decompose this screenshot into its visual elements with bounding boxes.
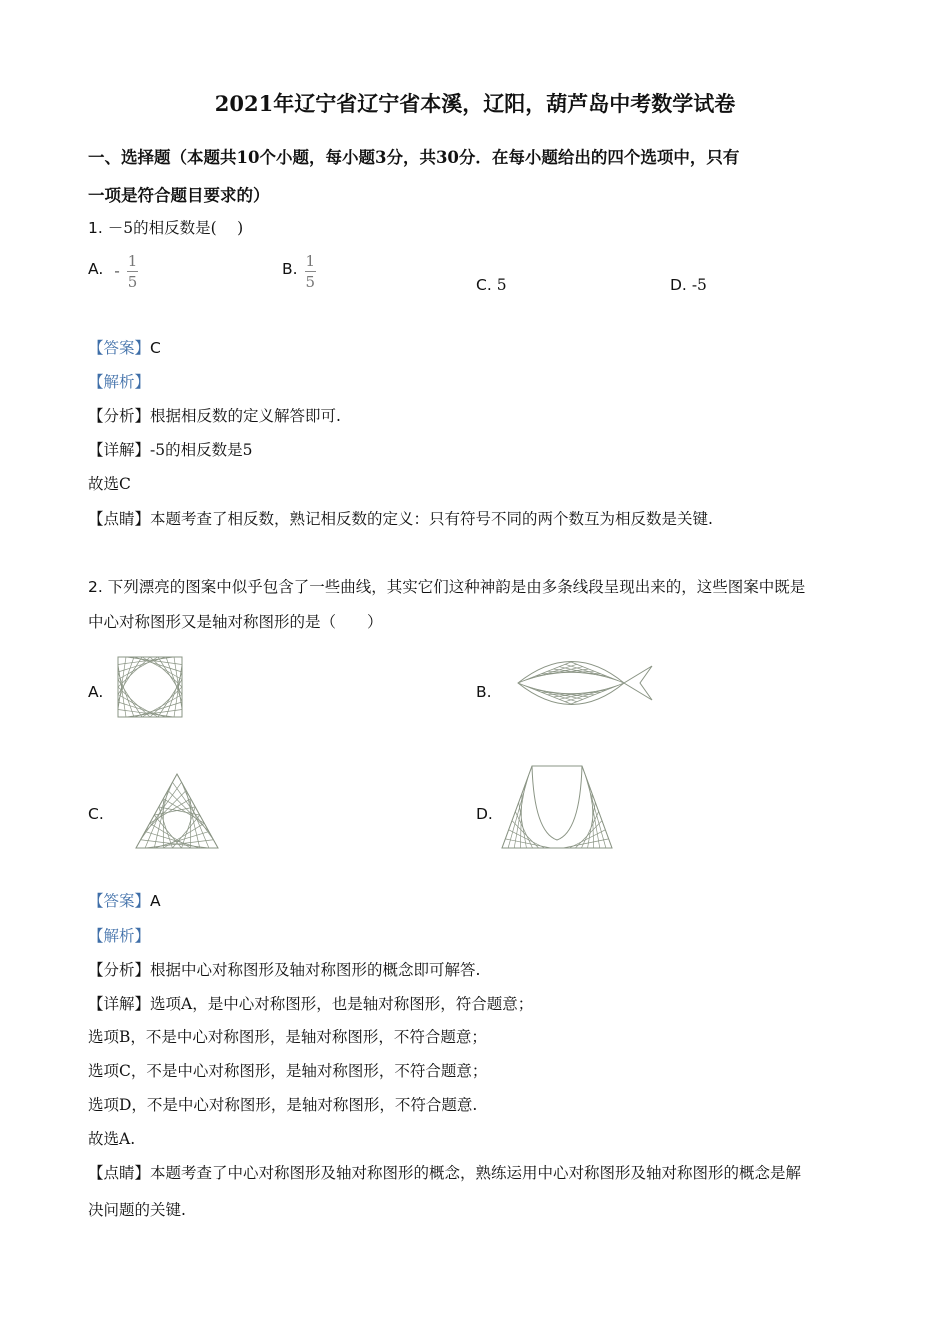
string-art-segment [145,782,172,848]
q1-analysis-tag: 【解析】 [88,373,151,391]
q1-number: 1. [88,219,103,237]
section-heading-line2: 一项是符合题目要求的） [88,186,270,205]
q1-option-a-minus: - [114,262,120,280]
q1-option-b-denominator: 5 [305,273,316,291]
q1-choose: 故选C [88,475,131,493]
q1-option-c[interactable] [476,276,507,294]
string-art-segment [154,832,209,848]
q2-detail-4: 选项D，不是中心对称图形，是轴对称图形，不符合题意. [88,1096,478,1114]
string-art-segment [182,782,209,848]
string-art-segment [150,799,191,824]
q2-choose: 故选A. [88,1130,136,1148]
q1-option-d-text: -5 [691,276,707,294]
string-art-segment [575,821,602,848]
q2-option-a-label[interactable]: A. [88,683,104,701]
q1-option-d-label: D. [670,276,687,294]
q2-stem-line2: 中心对称图形又是轴对称图形的是（ ） [88,613,383,631]
q2-detail-3: 选项C，不是中心对称图形，是轴对称图形，不符合题意； [88,1062,488,1080]
string-art-segment [150,657,182,687]
q1-option-b-fraction [305,254,317,290]
q1-option-a-numerator: 1 [127,252,138,270]
q1-option-b-numerator: 1 [305,252,316,270]
q1-comment: 【点睛】本题考查了相反数，熟记相反数的定义：只有符号不同的两个数互为相反数是关键. [88,510,713,528]
q2-answer-tag: 【答案】 [88,892,151,910]
q2-number: 2. [88,578,103,596]
string-art-segment [118,687,150,717]
q1-option-d[interactable] [670,276,707,294]
page-title: 2021年辽宁省辽宁省本溪，辽阳，葫芦岛中考数学试卷 [214,91,736,116]
string-art-segment [512,821,539,848]
q2-answer-value: A [150,892,161,910]
q1-answer [88,336,161,358]
string-art-segment [163,823,204,848]
q1-stem-text: －5的相反数是( ) [107,219,244,237]
string-art-segment [150,687,182,717]
q2-stem-line1 [88,575,805,597]
section-heading-line1: 一、选择题（本题共10个小题，每小题3分，共30分．在每小题给出的四个选项中，只有 [88,148,740,167]
q2-stem-text-1: 下列漂亮的图案中似乎包含了一些曲线，其实它们这种神韵是由多条线段呈现出来的，这些图案中既是 [107,578,806,596]
q1-answer-value: C [150,339,161,357]
string-art-segment [150,823,191,848]
q1-answer-tag: 【答案】 [88,339,151,357]
q2-detail-2: 选项B，不是中心对称图形，是轴对称图形，不符合题意； [88,1028,487,1046]
string-art-segment [569,830,605,848]
q2-analysis: 【分析】根据中心对称图形及轴对称图形的概念即可解答. [88,961,481,979]
q2-answer [88,889,161,911]
q2-comment-line1: 【点睛】本题考查了中心对称图形及轴对称图形的概念，熟练运用中心对称图形及轴对称图形的概念是解 [88,1164,802,1182]
q1-option-c-text: 5 [496,276,507,294]
q1-option-a-fraction [127,254,139,290]
q1-option-b-label: B. [282,260,298,278]
q1-option-a-denominator: 5 [127,273,138,291]
string-art-segment [588,802,596,848]
q2-detail-1: 【详解】选项A，是中心对称图形，也是轴对称图形，符合题意； [88,995,534,1013]
string-art-segment [585,775,606,848]
q2-option-c-label[interactable]: C. [88,805,104,823]
string-art-segment [163,799,204,824]
q1-option-b[interactable] [282,254,316,290]
square-string-art-figure-icon [114,654,186,720]
q2-option-b-label[interactable]: B. [476,683,492,701]
q1-stem [88,216,243,238]
string-art-segment [509,830,545,848]
q1-option-c-label: C. [476,276,492,294]
string-art-segment [519,802,527,848]
q2-comment-line2: 决问题的关键. [88,1201,186,1219]
string-art-segment [514,784,525,848]
string-art-segment [118,657,150,687]
string-art-segment [508,775,529,848]
q2-option-d-label[interactable]: D. [476,805,493,823]
q1-analysis: 【分析】根据相反数的定义解答即可. [88,407,341,425]
q1-option-a[interactable] [88,254,138,290]
trapezoid-string-art-figure-icon [498,762,616,852]
q1-detail: 【详解】-5的相反数是5 [88,441,253,459]
fish-string-art-figure-icon [512,646,658,720]
q1-option-a-label: A. [88,260,104,278]
string-art-segment [145,832,200,848]
string-art-segment [589,784,600,848]
string-art-segment [505,839,551,848]
triangle-string-art-figure-icon [132,770,222,852]
q2-analysis-tag: 【解析】 [88,927,151,945]
string-art-segment [563,839,609,848]
